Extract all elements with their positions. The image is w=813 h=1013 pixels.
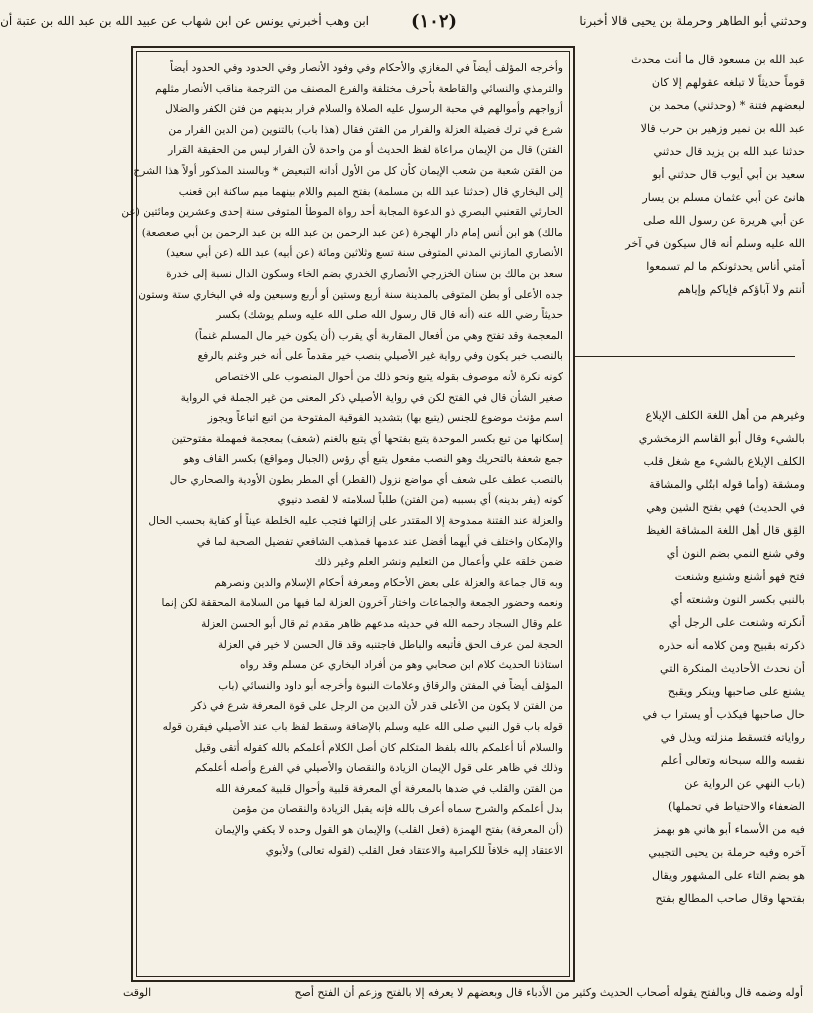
commentary-line: ضمن خلقه علي وأعمال من التعليم ونشر العلم وغير ذلك	[314, 556, 563, 569]
matn-line: أنتم ولا آباؤكم فإياكم وإياهم	[677, 283, 805, 296]
matn-line: الكلف الإيلاع بالشيء مع شغل قلب	[643, 455, 805, 468]
matn-line: أمتي أناس يحدثونكم ما لم تسمعوا	[646, 260, 805, 273]
commentary-line: والعزلة عند الفتنة ممدوحة إلا المقتدر على إزالتها فتجب عليه الخلطة عيناً أو كفاية بحسب الحال	[148, 515, 563, 528]
matn-line: في الحديث) فهي بفتح الشين وهي	[646, 501, 805, 514]
commentary-line: الفتن) قال من الإيمان مراعاة لفظ الحديث أو من واحدة لأن الفرار ليس من الحقيقة القرار	[168, 144, 563, 157]
commentary-line: وأخرجه المؤلف أيضاً في المغازي والأحكام وفي وفود الأنصار وفي الحدود وفي الحدود أيضاً	[170, 62, 563, 74]
commentary-line: الحجة لمن عرف الحق فأتبعه والباطل فاجتنبه وقد قال الحسن لا خير في العزلة	[217, 638, 563, 651]
matn-line: يشنع على صاحبها وينكر ويقبح	[667, 685, 805, 698]
matn-line: عبد الله بن مسعود قال ما أنت محدث	[631, 53, 805, 66]
matn-line: الضعفاء والاحتياط في تحملها)	[667, 800, 805, 813]
matn-line: حال صاحبها فيكذب أو يسترا ب في	[642, 708, 805, 721]
commentary-line: جده الأعلى أو بطن المتوفى بالمدينة سنة أربع وستين أو أربع وسبعين وله في البخاري ستة وستون	[138, 288, 563, 301]
commentary-line: من الفتن والقلب في ضدها بالمعرفة أي المعرفة قلبية وأحوال قلبية كمعرفة الله	[215, 782, 563, 795]
commentary-line: الأنصاري المازني المدني المتوفى سنة تسع وثلاثين ومائة (عن أبيه) عبد الله (عن أبي سعيد)	[166, 247, 563, 260]
commentary-line: أزواجهم وأموالهم في محبة الرسول عليه الصلاة والسلام فرار بدينهم من فتن الكفر والضلال	[165, 103, 563, 116]
commentary-line: وبه قال جماعة والعزلة على بعض الأحكام ومعرفة أحكام الإسلام والدين ونصرهم	[214, 576, 563, 589]
matn-line: آخره وفيه حرملة بن يحيى التجيبي	[648, 846, 805, 859]
commentary-line: من الفتن شعبة من شعب الإيمان كأن كل من الأول أدانه التبعيض * وبالسند المذكور أولاً هذا الشرح	[133, 164, 563, 177]
page-number-value: (١٠٢)	[410, 11, 458, 32]
matn-line: أن نحدث الأحاديث المنكرة التي	[660, 662, 805, 675]
matn-line: الله عليه وسلم أنه قال سيكون في آخر	[625, 237, 805, 250]
commentary-line: اسم مؤنث موضوع للجنس (يتبع بها) بتشديد الفوقية المفتوحة من اتبع اتباعاً ويجوز	[207, 412, 563, 425]
commentary-line: كونه نكرة لأنه موصوف بقوله يتبع ونحو ذلك من أحوال المنصوب على الاختصاص	[214, 370, 563, 383]
matn-line: ذكرته بقبيح ومن كلامه أنه حذره	[658, 639, 805, 652]
commentary-line: حديثاً رضي الله عنه (أنه قال قال رسول الله صلى الله عليه وسلم يوشك) بكسر	[216, 309, 563, 322]
commentary-line: بالنصب خبر يكون وفي رواية غير الأصيلي بنصب خير مقدماً على أنه خبر وغنم بالرفع	[197, 350, 563, 363]
matn-line: بالنبي بكسر النون وشنعته أي	[670, 593, 805, 606]
matn-line: بفتحها وقال صاحب المطالع بفتح	[655, 892, 805, 905]
commentary-line: والسلام أنا أعلمكم بالله بلفظ المتكلم كان أصل الكلام أعلمكم بالله كقوله أتقى وقيل	[194, 741, 563, 754]
commentary-line: إلى البخاري قال (حدثنا عبد الله بن مسلمة) بفتح الميم واللام بينهما ميم ساكنة ابن قعنب	[178, 185, 563, 198]
commentary-line: المؤلف أيضاً في المفتن والرقاق وعلامات النبوة وأخرجه أبو داود والنسائي (باب	[218, 679, 563, 692]
matn-line: رواياته فتسقط منزلته ويذل في	[660, 731, 805, 744]
page-footer	[123, 983, 803, 1007]
matn-line: عبد الله بن نمير وزهير بن حرب قالا	[640, 122, 805, 135]
commentary-frame	[121, 46, 575, 982]
matn-column	[573, 48, 805, 903]
matn-line: فتح فهو أشنع وشنيع وشنعت	[674, 570, 805, 583]
matn-line: لبعضهم فتنة * (وحدثني) محمد بن	[649, 99, 805, 112]
commentary-line: وذلك في ظاهر على قول الإيمان الزيادة والنقصان والأصيلي في الفرع وأصله أعلمكم	[194, 762, 563, 775]
commentary-line: إسكانها من تبع بكسر الموحدة يتبع بفتحها أي يتبع بالغنم (شعف) بمعجمة فمهملة مفتوحتين	[171, 432, 563, 445]
matn-line: أنكرته وشنعت على الرجل أي	[668, 616, 805, 629]
matn-bottom-block	[573, 404, 805, 910]
page-number	[359, 11, 509, 32]
commentary-line: شرع في ترك فضيلة العزلة والفرار من الفتن فقال (هذا باب) بالتنوين (من الدين الفرار من	[168, 123, 563, 136]
commentary-line: قوله باب قول النبي صلى الله عليه وسلم بالإضافة وسقط لفظ باب عند الأصيلي فيقرن قوله	[162, 721, 563, 733]
commentary-line: ونعمه وحضور الجمعة والجماعات واختار آخرون العزلة لما فيها من السلامة المحققة لكن إنما	[161, 597, 563, 610]
matn-line: سعيد بن أبي أيوب قال حدثني أبو	[652, 168, 805, 181]
matn-divider	[573, 356, 795, 357]
commentary-line: علم وقال السجاد رحمه الله في حديثه مدعهم ظاهر مقدم ثم قال أبو الحسن العزلة	[201, 618, 563, 631]
commentary-line: (أن المعرفة) بفتح الهمزة (فعل القلب) والإيمان هو القول وحده لا يكفي والإيمان	[214, 823, 563, 836]
footer-line: أوله وضمه قال وبالفتح يقوله أصحاب الحديث وكثير من الأدباء قال وبعضهم لا يعرفه إلا بالفتح وزعم أن الفتح أصح	[294, 986, 803, 999]
commentary-line: صغير الشأن قال في الفتح لكن في رواية الأصيلي ذكر المعنى من غير الجملة في الرواية	[180, 391, 563, 404]
matn-line: فيه من الأسماء أبو هاني هو بهمز	[654, 823, 805, 836]
commentary-line: الاعتقاد إليه خلافاً للكرامية والاعتقاد فعل القلب (لقوله تعالى) ولأبوي	[265, 844, 563, 857]
commentary-line: والترمذي والنسائي والقاطعة بأحرف مختلفة والفرع المصنف من الترجمة مناقب الأنصار مثلهم	[155, 82, 563, 95]
commentary-line: المعجمة وقد تفتح وهي من أفعال المقاربة أي يقرب (أن يكون خير مال المسلم غنماً)	[194, 329, 563, 342]
commentary-line: سعد بن مالك بن سنان الخزرجي الأنصاري الخدري بضم الخاء وسكون الدال نسبة إلى خدرة	[166, 267, 563, 280]
matn-line: (باب النهي عن الرواية عن	[684, 777, 805, 790]
matn-line: وفي شنع النمي بضم النون أي	[666, 547, 805, 560]
commentary-text	[121, 58, 563, 972]
matn-line: نفسه والله سبحانه وتعالى أعلم	[660, 754, 805, 767]
matn-line: قوماً حديثاً لا تبلغه عقولهم إلا كان	[651, 76, 805, 89]
matn-line: ومشقة (وأما قوله ابتُلي والمشاقة	[649, 478, 805, 491]
matn-line: حدثنا عبد الله بن يزيد قال حدثني	[653, 145, 805, 158]
matn-top-block	[573, 48, 805, 301]
commentary-line: الحارثي القعنبي البصري ذو الدعوة المجابة أحد رواة الموطأ المتوفى سنة إحدى وعشرين ومائتين (عن	[121, 206, 563, 219]
header-left-text: ابن وهب أخبرني يونس عن ابن شهاب عن عبيد الله بن عبد الله بن عتبة أن	[0, 14, 369, 28]
matn-line: هو بضم التاء على المشهور ويقال	[651, 869, 805, 882]
commentary-line: جمع شعفة بالتحريك وهو النصب مفعول يتبع أي رؤس (الجبال ومواقع) بكسر القاف وهو	[183, 453, 563, 466]
commentary-line: بالنصب عطف على شعف أي مواضع نزول (القطر) أي المطر بطون الأودية والصحاري حال	[169, 473, 563, 486]
matn-line: عن أبي هريرة عن رسول الله صلى	[643, 214, 805, 227]
matn-line: هانئ عن أبي عثمان مسلم بن يسار	[642, 191, 805, 204]
matn-line: وغيرهم من أهل اللغة الكلف الإيلاع	[645, 409, 805, 422]
matn-line: القِق قال أهل اللغة المشاقة الغيظ	[646, 524, 805, 537]
commentary-line: بدل أعلمكم والشرح سماه أعرف بالله فإنه يقبل الزيادة والنقصان من مؤمن	[232, 803, 563, 816]
commentary-line: من الفتن لا يكون من الأعلى قدر لأن الدين من الرجل على قوة المعرفة شرع في ذكر	[191, 700, 563, 713]
commentary-line: مالك) هو ابن أنس إمام دار الهجرة (عن عبد الرحمن بن عبد الله بن عبد الرحمن بن أبي صعصعة)	[141, 226, 563, 239]
matn-line: بالشيء وقال أبو القاسم الزمخشري	[638, 432, 805, 445]
catchword: الوقت	[123, 986, 152, 999]
commentary-line: والإمكان واختلف في أيهما أفضل عند عدمها فمذهب الشافعي تفضيل الصحبة لما في	[196, 535, 563, 548]
header-right-text: وحدثني أبو الطاهر وحرملة بن يحيى قالا أخبرنا	[579, 14, 807, 28]
commentary-line: استاذنا الحديث كلام ابن صحابي وهو من أفراد البخاري عن مسلم وقد رواه	[240, 659, 563, 672]
commentary-line: كونه (يفر بدينه) أي بسببه (من الفتن) طلباً لسلامته لا لقصد دنيوي	[277, 494, 563, 507]
